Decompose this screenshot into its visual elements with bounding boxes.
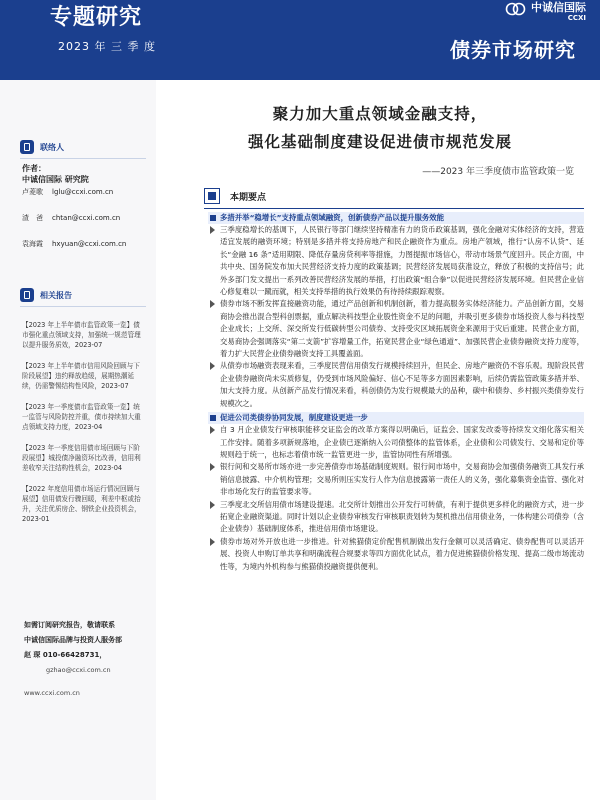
author-email: chtan@ccxi.com.cn — [52, 214, 121, 222]
document-title-line1: 聚力加大重点领域金融支持， — [272, 105, 488, 123]
bullet-paragraph: 自 3 月企业债发行审核职能移交证监会的改革方案得以明确后，证监会、国家发改委等持续发文细化落实相关工作安排。随着多项新规落地，企业债已逐渐纳入公司债整体的监管体系，企业债和公司债发行、交易和定价等规则趋于统一，也标志着债市统一监管更进一步，监管协同性有所增强。 — [208, 424, 584, 461]
related-reports-list — [22, 320, 144, 535]
contacts-heading — [20, 140, 64, 154]
logo-name-en: CCXI — [567, 14, 586, 22]
document-title-line2: 强化基础制度建设促进债市规范发展 — [247, 133, 512, 151]
contact-intro: 如需订阅研究报告，敬请联系 — [24, 621, 115, 629]
divider — [20, 306, 146, 307]
section-heading: 多措并举“稳增长”支持重点领域融资，创新债券产品以提升服务效能 — [208, 212, 584, 224]
report-type: 债券市场研究 — [450, 38, 576, 62]
key-points-label: 本期要点 — [230, 192, 267, 203]
author-row — [22, 186, 152, 198]
report-series-title: 专题研究 — [50, 5, 143, 30]
document-subtitle: ——2023 年三季度债市监管政策一览 — [422, 167, 574, 177]
bullet-paragraph: 从债券市场融资表现来看，三季度民营信用债发行规模持续回升，但民企、房地产融资仍不容乐观。现阶段民营企业债券融资尚未实质修复，仍受到市场风险偏好、信心不足等多方面因素影响，后续仍需监管政策多措并举、加大支持力度。从创新产品发行情况来看，科创债仍为发行规模最大的品种，碳中和债券、乡村振兴类债券发行规模次之。 — [208, 360, 584, 410]
author-email: lglu@ccxi.com.cn — [52, 188, 114, 196]
header-banner — [0, 0, 600, 80]
bullet-paragraph: 银行间和交易所市场亦进一步完善债券市场基础制度规则。银行间市场中，交易商协会加强债务融资工具发行承销信息披露、中介机构管理；交易所则压实发行人作为信息披露第一责任人的义务，强化募集资金监管、强化对非市场化发行的监管要求等。 — [208, 461, 584, 498]
key-points-body — [208, 212, 584, 573]
key-points-divider — [204, 208, 584, 209]
website-link[interactable]: www.ccxi.com.cn — [24, 689, 80, 697]
author-name: 袁海霞 — [22, 240, 43, 248]
author-email: hxyuan@ccxi.com.cn — [52, 240, 127, 248]
author-row — [22, 238, 152, 250]
related-report-item[interactable]: 【2023 年上半年债市信用风险回顾与下阶段展望】违约释放趋缓，展期热潮延续，仍需警惕结构性风险，2023-07 — [22, 362, 140, 390]
related-report-item[interactable]: 【2022 年度信用债市场运行情况回顾与展望】信用债发行骤回暖，利差中枢或抬升，关注优质房企、钢铁企业投资机会，2023-01 — [22, 485, 141, 523]
bullet-paragraph: 债券市场对外开放也进一步推进。针对熊猫债定价配售机制做出发行金额可以灵活确定、债券配售可以灵活开展、投资人申购订单共享和明确流程合规要求等四方面优化试点，着力促进熊猫债价格发现、提高二级市场流动性等，为境内外机构参与熊猫债投融资提供便利。 — [208, 536, 584, 573]
bullet-paragraph: 三季度北交所信用债市场建设提速。北交所计划推出公开发行可转债，有利于提供更多样化的融资方式，进一步拓宽企业融资渠道。同时计划以企业债券审核发行审核职责划转为契机推出信用债业务，一体构建公司债券（含企业债券）基础制度体系，推进信用债市场建设。 — [208, 499, 584, 536]
key-points-heading — [204, 188, 266, 204]
subscription-contact — [24, 618, 152, 701]
author-name: 卢菱歌 — [22, 188, 43, 196]
author-block — [22, 163, 152, 250]
divider — [20, 158, 146, 159]
related-reports-icon — [20, 288, 34, 302]
key-points-icon — [204, 188, 220, 204]
report-quarter: 2023 年 三 季 度 — [58, 40, 156, 53]
author-label: 作者： — [22, 164, 46, 173]
section-heading: 促进公司类债券协同发展，制度建设更进一步 — [208, 412, 584, 424]
contact-org: 中诚信国际品牌与投资人服务部 — [24, 636, 122, 644]
related-report-item[interactable]: 【2023 年一季度信用债市场回顾与下阶段展望】城投债净融资环比改善，信用利差收窄关注结构性机会，2023-04 — [22, 444, 141, 472]
related-reports-heading — [20, 288, 72, 302]
author-name: 渣 爸 — [22, 214, 43, 222]
contacts-icon — [20, 140, 34, 154]
related-reports-label: 相关报告 — [40, 290, 72, 300]
contact-person: 赵 琛 010-66428731， — [24, 651, 107, 659]
author-row — [22, 212, 152, 224]
logo-name-cn: 中诚信国际 — [531, 1, 586, 14]
related-report-item[interactable]: 【2023 年上半年债市监管政策一览】债市强化重点领域支持，加强统一规范管理以提升服务质效，2023-07 — [22, 321, 141, 349]
contacts-label: 联络人 — [40, 142, 64, 152]
logo-mark-icon — [505, 2, 527, 16]
contact-email[interactable]: gzhao@ccxi.com.cn — [46, 666, 111, 674]
institute-name: 中诚信国际 研究院 — [22, 175, 89, 184]
bullet-paragraph: 债券市场不断发挥直接融资功能，通过产品创新和机制创新，着力提高服务实体经济能力。产品创新方面，交易商协会推出混合型科创票据，重点解决科技型企业股性资金不足的问题，并吸引更多债券市场投资人参与科技型企业成长；上交所、深交所发行低碳转型公司债券、支持受灾区域拓展资金来源用于灾后重建。民营企业方面，交易商协会强调落实“第二支箭”扩容增量工作，拓宽民营企业“绿色通道”、加强民营企业债券融资支持力度等，着力扩大民营企业债券融资支持工具覆盖面。 — [208, 298, 584, 360]
company-logo — [505, 2, 586, 24]
related-report-item[interactable]: 【2023 年一季度债市监管政策一览】统一监管与风险防控并重，债市持续加大重点领域支持力度，2023-04 — [22, 403, 141, 431]
bullet-paragraph: 三季度稳增长的基调下，人民银行等部门继续坚持精准有力的货币政策基调，强化金融对实体经济的支持，营造适宜发展的融资环境；特别是多措并将支持房地产和民企融资作为重点。房地产领域，推行“认房不认贷”、延长“金融 16 条”适用期限、降低存量房贷利率等措施，力图提振市场信心，带动市场景气度回升。民企方面，中共中央、国务院发布加大民营经济支持力度的政策基调；民营经济发展局获准设立，释放了积极的支持信号；此外多部门发文提出一系列改善民营经济发展的举措，打出政策“组合拳”以促进民营经济发展环境。但民营企业信心修复难以一蹴而就，相关支持举措的执行效果仍有待持续跟踪观察。 — [208, 224, 584, 298]
